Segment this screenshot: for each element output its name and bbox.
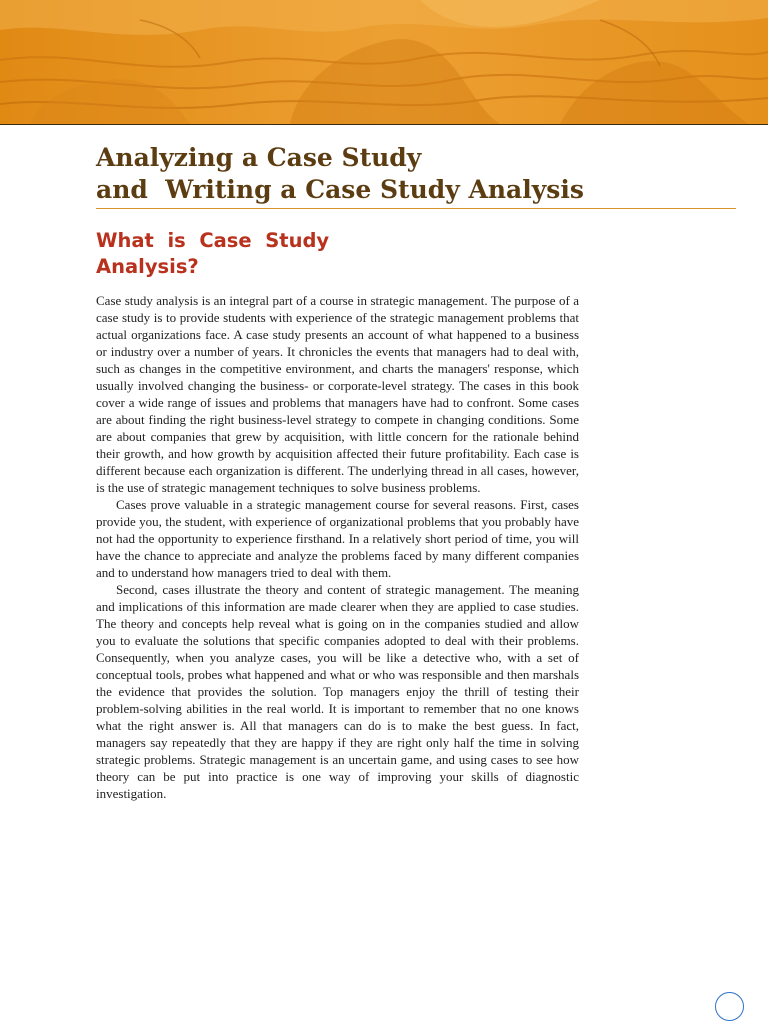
heading-line-2: and Writing a Case Study Analysis	[96, 175, 584, 204]
desert-rock-banner-image	[0, 0, 768, 125]
body-text	[96, 292, 579, 802]
paragraph-1: Case study analysis is an integral part of a course in strategic management. The purpose of a case study is to provide students with experience of the strategic management problems that actual organizations face. A case study presents an account of what happened to a business or industry over a number of years. It chronicles the events that managers had to deal with, such as changes in the competitive environment, and charts the managers' response, which usually involved changing the business- or corporate-level strategy. The cases in this book cover a wide range of issues and problems that managers have had to confront. Some cases are about finding the right business-level strategy to compete in changing conditions. Some are about companies that grew by acquisition, with little concern for the rationale behind their growth, and how growth by acquisition affected their future profitability. Each case is different because each organization is different. The underlying thread in all cases, however, is the use of strategic management techniques to solve business problems.	[96, 293, 579, 495]
page-heading	[96, 142, 736, 206]
section-title-line-2: Analysis?	[96, 255, 199, 278]
section-title-line-1: What is Case Study	[96, 229, 330, 252]
heading-line-1: Analyzing a Case Study	[96, 143, 422, 172]
section-title	[96, 228, 352, 280]
paragraph-2: Cases prove valuable in a strategic management course for several reasons. First, cases provide you, the student, with experience of organizational problems that you probably have not had the opportunity to experience firsthand. In a relatively short period of time, you will have the chance to appreciate and analyze the problems faced by many different companies and to understand how managers tried to deal with them.	[96, 497, 579, 580]
banner-graphic	[0, 0, 768, 124]
circle-nav-icon[interactable]	[715, 992, 744, 1021]
paragraph-3: Second, cases illustrate the theory and content of strategic management. The meaning and implications of this information are made clearer when they are applied to case studies. The theory and concepts help reveal what is going on in the companies studied and allow you to evaluate the solutions that specific companies adopted to deal with their problems. Consequently, when you analyze cases, you will be like a detective who, with a set of conceptual tools, probes what happened and what or who was responsible and then marshals the evidence that provides the solution. Top managers enjoy the thrill of testing their problem-solving abilities in the real world. It is important to remember that no one knows what the right answer is. All that managers can do is to make the best guess. In fact, managers say repeatedly that they are happy if they are right only half the time in solving strategic problems. Strategic management is an uncertain game, and using cases to see how theory can be put into practice is one way of improving your skills of diagnostic investigation.	[96, 582, 579, 801]
heading-divider	[96, 208, 736, 209]
